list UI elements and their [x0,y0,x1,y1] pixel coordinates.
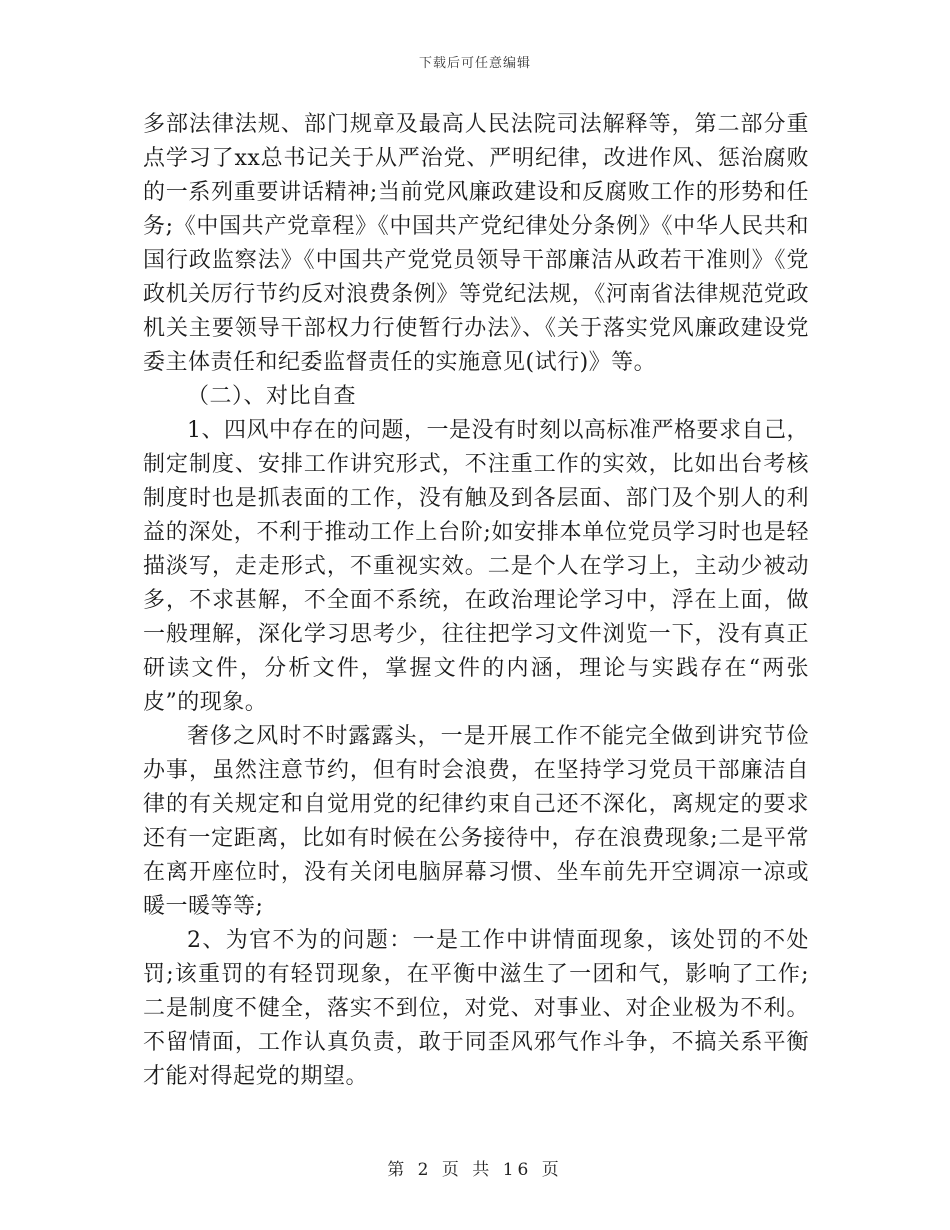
page-header: 下载后可任意编辑 [418,56,531,71]
section-heading-self-check: （二）、对比自查 [187,384,357,409]
paragraph-inaction-issues: 2、为官不为的问题：一是工作中讲情面现象，该处罚的不处罚;该重罚的有轻罚现象，在平衡中滋生了一团和气，影响了工作;二是制度不健全，落实不到位，对党、对事业、对企业极为不利。不留情面，工作认真负责，敢于同歪风邪气作斗争，不搞关系平衡才能对得起党的期望。 [143,928,809,1089]
document-body [143,108,809,1094]
page-footer: 第 2 页 共 16 页 [387,1160,563,1180]
paragraph-continued-study-list: 多部法律法规、部门规章及最高人民法院司法解释等，第二部分重点学习了xx总书记关于从严治党、严明纪律，改进作风、惩治腐败的一系列重要讲话精神;当前党风廉政建设和反腐败工作的形势和任务;《中国共产党章程》《中国共产党纪律处分条例》《中华人民共和国行政监察法》《中国共产党党员领导干部廉洁从政若干准则》《党政机关厉行节约反对浪费条例》等党纪法规，《河南省法律规范党政机关主要领导干部权力行使暂行办法》、《关于落实党风廉政建设党委主体责任和纪委监督责任的实施意见(试行)》等。 [143,112,809,375]
paragraph-four-winds-issues: 1、四风中存在的问题，一是没有时刻以高标准严格要求自己，制定制度、安排工作讲究形式，不注重工作的实效，比如出台考核制度时也是抓表面的工作，没有触及到各层面、部门及个别人的利益的深处，不利于推动工作上台阶;如安排本单位党员学习时也是轻描淡写，走走形式，不重视实效。二是个人在学习上，主动少被动多，不求甚解，不全面不系统，在政治理论学习中，浮在上面，做一般理解，深化学习思考少，往往把学习文件浏览一下，没有真正研读文件，分析文件，掌握文件的内涵，理论与实践存在“两张皮”的现象。 [143,418,809,715]
paragraph-extravagance: 奢侈之风时不时露露头，一是开展工作不能完全做到讲究节俭办事，虽然注意节约，但有时会浪费，在坚持学习党员干部廉洁自律的有关规定和自觉用党的纪律约束自己还不深化，离规定的要求还有一定距离，比如有时候在公务接待中，存在浪费现象;二是平常在离开座位时，没有关闭电脑屏幕习惯、坐车前先开空调凉一凉或暖一暖等等; [143,724,809,919]
